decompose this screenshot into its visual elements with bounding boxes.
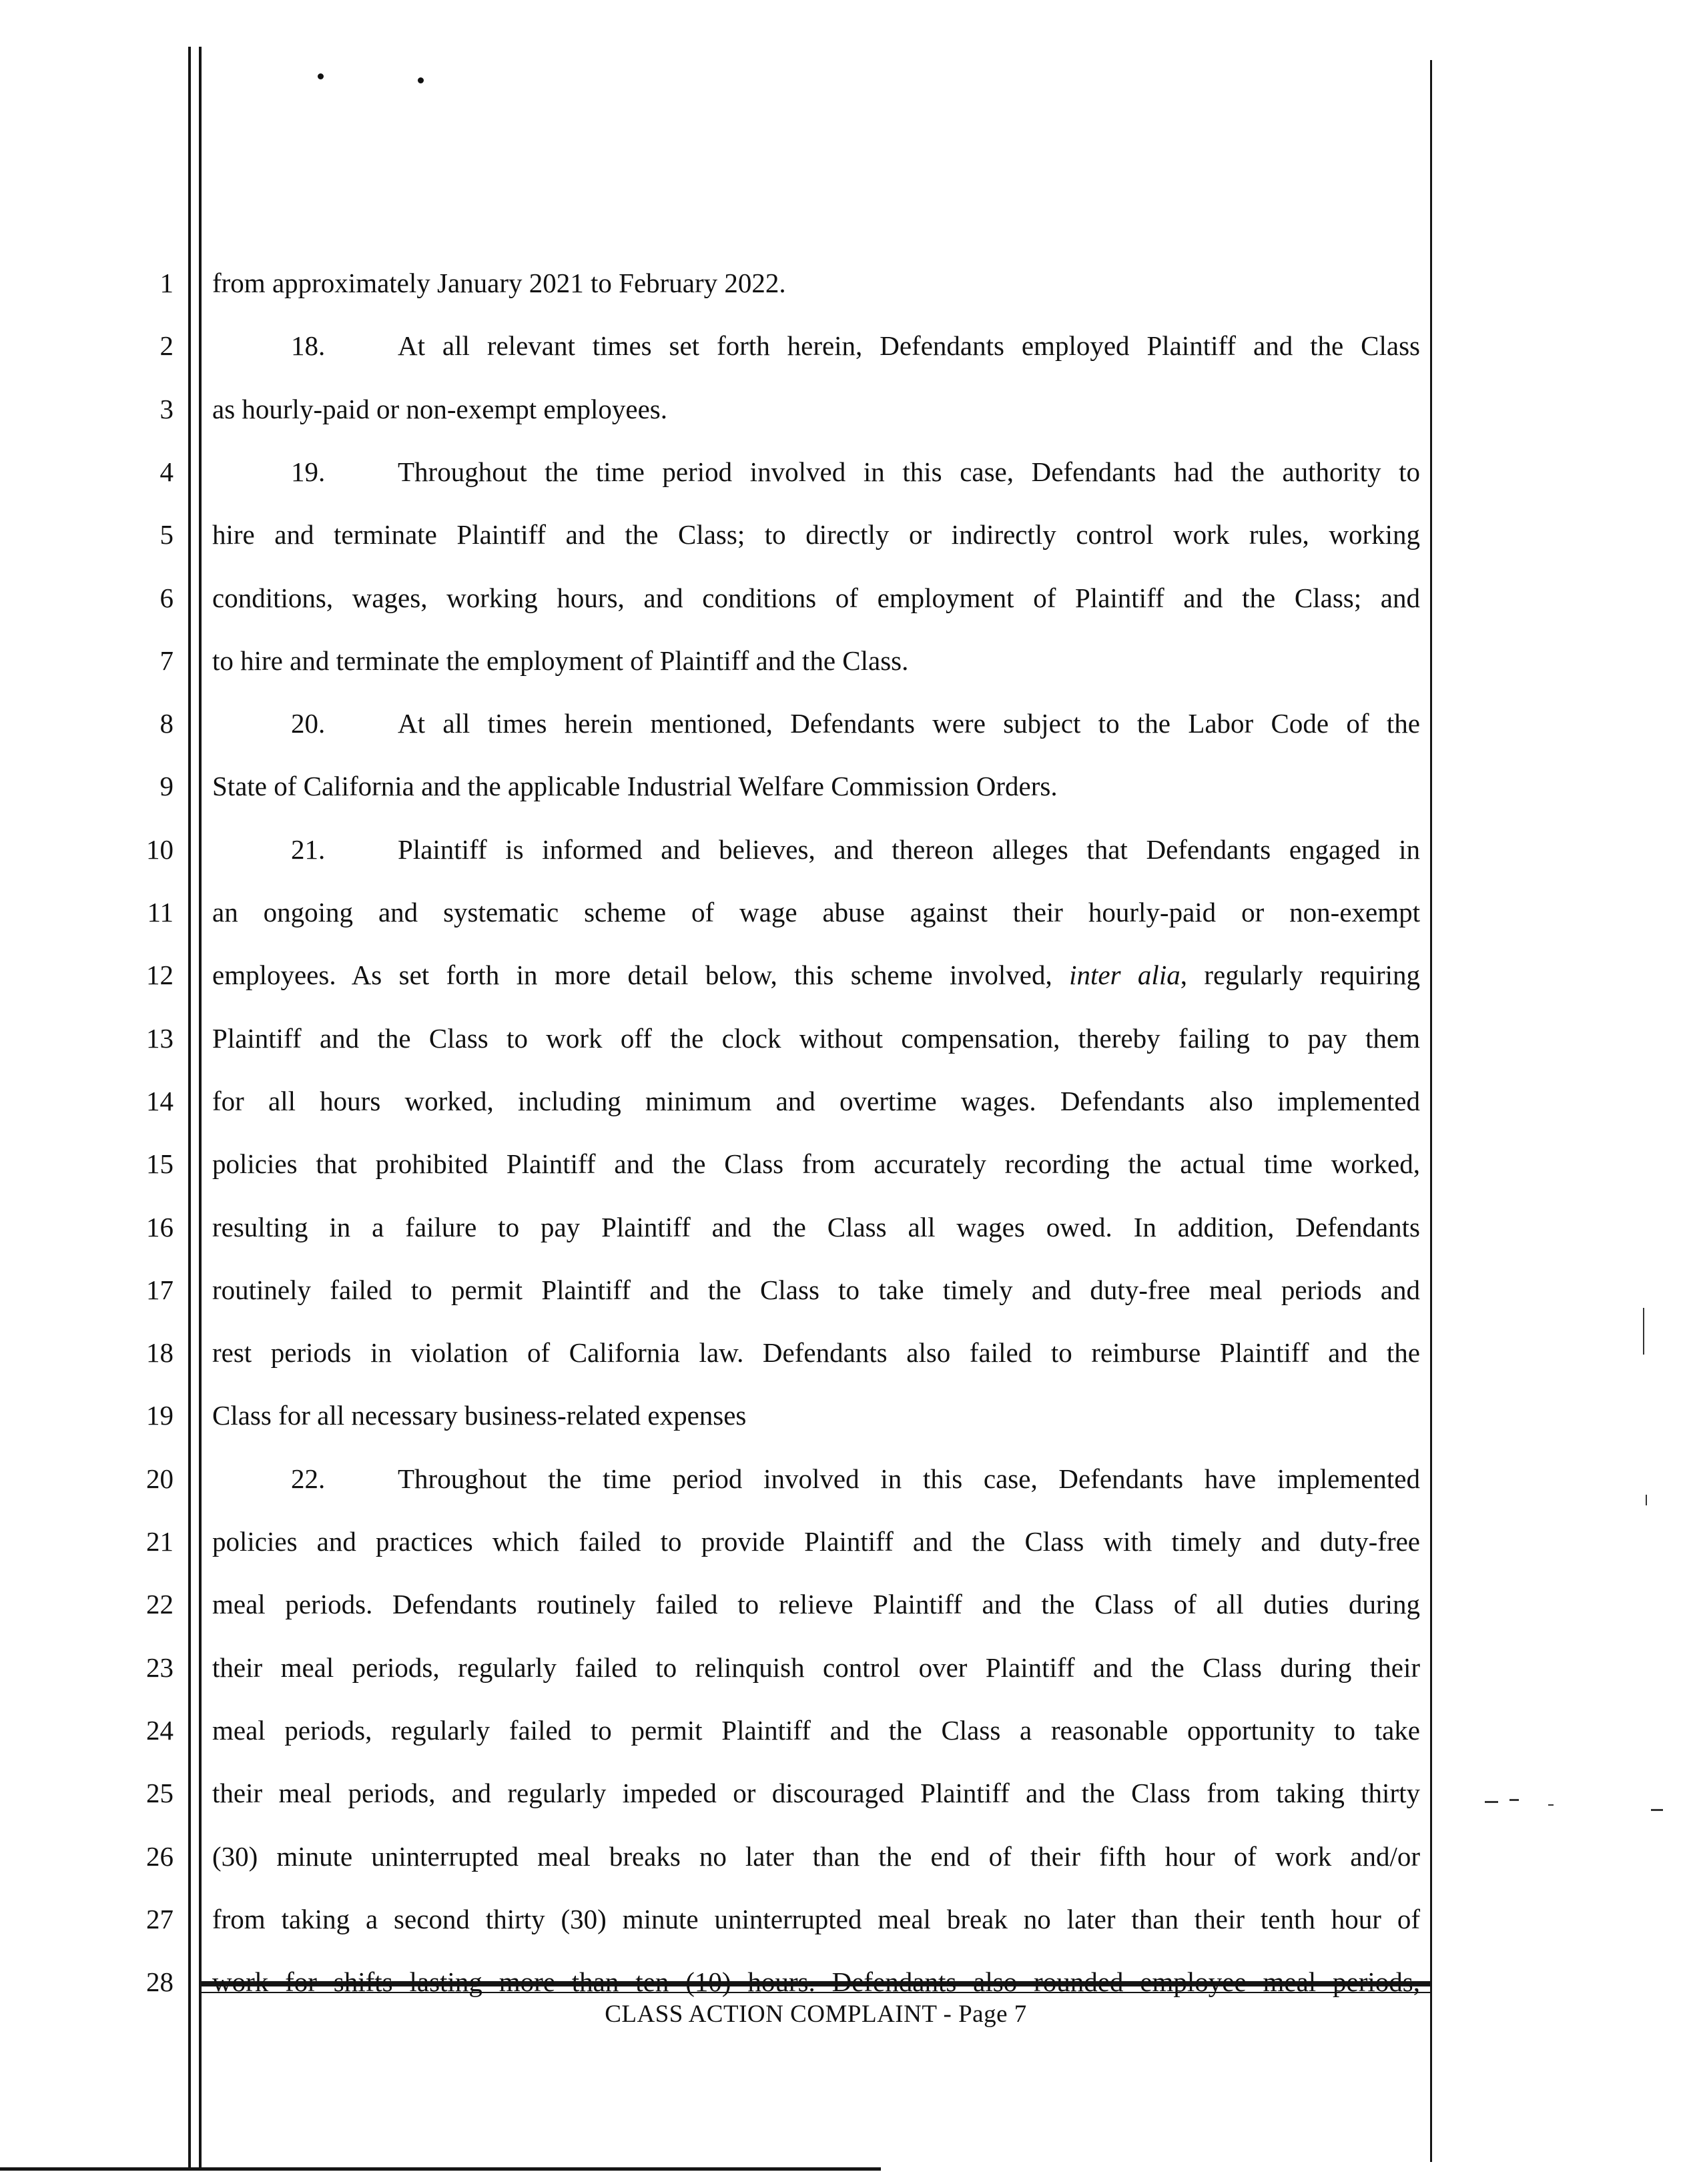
line-text: rest periods in violation of California law. Defendants also failed to reimburse Plaintiff and the: [212, 1337, 1420, 1369]
line-number: 3: [159, 393, 174, 424]
line-number: 20: [146, 1463, 174, 1494]
scan-artifact: [1643, 1308, 1644, 1355]
line-number: 8: [159, 708, 174, 739]
line-number: 11: [147, 897, 174, 928]
line-text: work for shifts lasting more than ten (10) hours. Defendants also rounded employee meal periods,: [212, 1966, 1420, 1998]
left-margin-rule-outer: [188, 47, 191, 2169]
line-text: to hire and terminate the employment of Plaintiff and the Class.: [212, 645, 909, 676]
left-margin-rule-inner: [199, 47, 202, 2169]
text-line: [212, 1525, 1420, 1557]
line-number: 15: [146, 1148, 174, 1180]
line-number: 14: [146, 1085, 174, 1116]
text-line: [212, 1148, 1420, 1180]
scan-artifact: [1651, 1809, 1663, 1811]
scan-artifact: [1485, 1801, 1498, 1803]
paragraph-text: Throughout the time period involved in this case, Defendants have implemented: [398, 1463, 1420, 1494]
line-text-part: employees. As set forth in more detail below, this scheme involved,: [212, 960, 1070, 991]
text-line: [212, 393, 1420, 425]
text-line: [212, 1337, 1420, 1369]
scan-artifact: [1548, 1804, 1554, 1806]
text-line: [212, 1211, 1420, 1243]
text-line: [212, 896, 1420, 928]
text-line: [212, 267, 1420, 299]
line-number: 17: [146, 1274, 174, 1305]
text-line: [212, 707, 1420, 739]
paragraph-text: At all times herein mentioned, Defendants were subject to the Labor Code of the: [398, 708, 1420, 739]
line-text: Plaintiff and the Class to work off the clock without compensation, thereby failing to pay them: [212, 1022, 1420, 1054]
text-line: [212, 1966, 1420, 1998]
line-text: policies that prohibited Plaintiff and the Class from accurately recording the actual time worked,: [212, 1148, 1420, 1180]
text-line: [212, 1840, 1420, 1872]
line-number: 21: [146, 1526, 174, 1557]
line-text: their meal periods, regularly failed to relinquish control over Plaintiff and the Class during their: [212, 1652, 1420, 1683]
line-number: 10: [146, 833, 174, 865]
text-line: [212, 582, 1420, 614]
scan-artifact: [1646, 1495, 1647, 1505]
line-number: 1: [159, 268, 174, 298]
paragraph-number: 19.: [291, 456, 326, 487]
line-text: meal periods, regularly failed to permit Plaintiff and the Class a reasonable opportunity to take: [212, 1714, 1420, 1746]
line-number: 27: [146, 1903, 174, 1934]
paragraph-number: 18.: [291, 330, 326, 362]
line-number: 26: [146, 1840, 174, 1872]
text-line: [212, 645, 1420, 677]
paragraph-number: 21.: [291, 833, 326, 865]
text-line: [212, 1714, 1420, 1746]
line-text: their meal periods, and regularly impeded or discouraged Plaintiff and the Class from taking thirty: [212, 1778, 1420, 1809]
paragraph-text: Plaintiff is informed and believes, and thereon alleges that Defendants engaged in: [398, 833, 1420, 865]
line-text: conditions, wages, working hours, and conditions of employment of Plaintiff and the Class; and: [212, 582, 1420, 613]
line-text: Class for all necessary business-related expenses: [212, 1400, 747, 1431]
line-text: hire and terminate Plaintiff and the Class; to directly or indirectly control work rules, working: [212, 519, 1420, 551]
text-line: [212, 518, 1420, 551]
text-line: [212, 1652, 1420, 1684]
line-text-part: , regularly requiring: [1180, 960, 1420, 991]
line-text: from taking a second thirty (30) minute uninterrupted meal break no later than their tenth hour of: [212, 1903, 1420, 1934]
scan-edge-line: [0, 2167, 881, 2171]
line-number: 24: [146, 1714, 174, 1746]
line-number: 2: [159, 330, 174, 362]
line-text: an ongoing and systematic scheme of wage abuse against their hourly-paid or non-exempt: [212, 897, 1420, 928]
text-line: [212, 959, 1420, 991]
italic-term: inter alia: [1069, 960, 1180, 991]
text-line: [212, 1274, 1420, 1306]
paragraph-text: At all relevant times set forth herein, Defendants employed Plaintiff and the Class: [398, 330, 1420, 362]
line-text: resulting in a failure to pay Plaintiff and the Class all wages owed. In addition, Defendants: [212, 1211, 1420, 1242]
text-line: [212, 1903, 1420, 1935]
line-number: 7: [159, 645, 174, 676]
line-number: 22: [146, 1589, 174, 1620]
page-footer: CLASS ACTION COMPLAINT - Page 7: [605, 2000, 1027, 2028]
line-number: 18: [146, 1337, 174, 1369]
text-line: [212, 1022, 1420, 1054]
paragraph-text: Throughout the time period involved in this case, Defendants had the authority to: [398, 456, 1420, 487]
line-number: 12: [146, 960, 174, 991]
line-number: 9: [159, 771, 174, 802]
text-line: [212, 1085, 1420, 1117]
line-number: 16: [146, 1211, 174, 1242]
scan-mark: [318, 73, 324, 79]
line-number: 5: [159, 519, 174, 551]
text-line: [212, 1463, 1420, 1495]
text-line: [212, 833, 1420, 865]
text-line: [212, 330, 1420, 362]
line-text: as hourly-paid or non-exempt employees.: [212, 393, 668, 424]
line-number: 4: [159, 456, 174, 487]
line-text: (30) minute uninterrupted meal breaks no later than the end of their fifth hour of work and/or: [212, 1840, 1420, 1872]
line-number: 25: [146, 1778, 174, 1809]
line-text: routinely failed to permit Plaintiff and the Class to take timely and duty-free meal periods and: [212, 1274, 1420, 1305]
line-text: policies and practices which failed to provide Plaintiff and the Class with timely and duty-free: [212, 1526, 1420, 1557]
line-number: 13: [146, 1022, 174, 1054]
paragraph-number: 22.: [291, 1463, 326, 1494]
line-number: 23: [146, 1652, 174, 1683]
right-margin-rule: [1430, 60, 1432, 2162]
line-number: 28: [146, 1966, 174, 1998]
line-text: from approximately January 2021 to February 2022.: [212, 268, 786, 298]
paragraph-number: 20.: [291, 708, 326, 739]
scan-mark: [418, 77, 424, 83]
text-line: [212, 770, 1420, 802]
line-text: meal periods. Defendants routinely failed to relieve Plaintiff and the Class of all duties during: [212, 1589, 1420, 1620]
line-number: 19: [146, 1400, 174, 1431]
text-line: [212, 1777, 1420, 1809]
text-line: [212, 1399, 1420, 1431]
scan-artifact: [1509, 1799, 1519, 1801]
text-line: [212, 1588, 1420, 1620]
line-number: 6: [159, 582, 174, 613]
line-text: State of California and the applicable Industrial Welfare Commission Orders.: [212, 771, 1058, 802]
text-line: [212, 456, 1420, 488]
line-text: for all hours worked, including minimum and overtime wages. Defendants also implemented: [212, 1085, 1420, 1116]
